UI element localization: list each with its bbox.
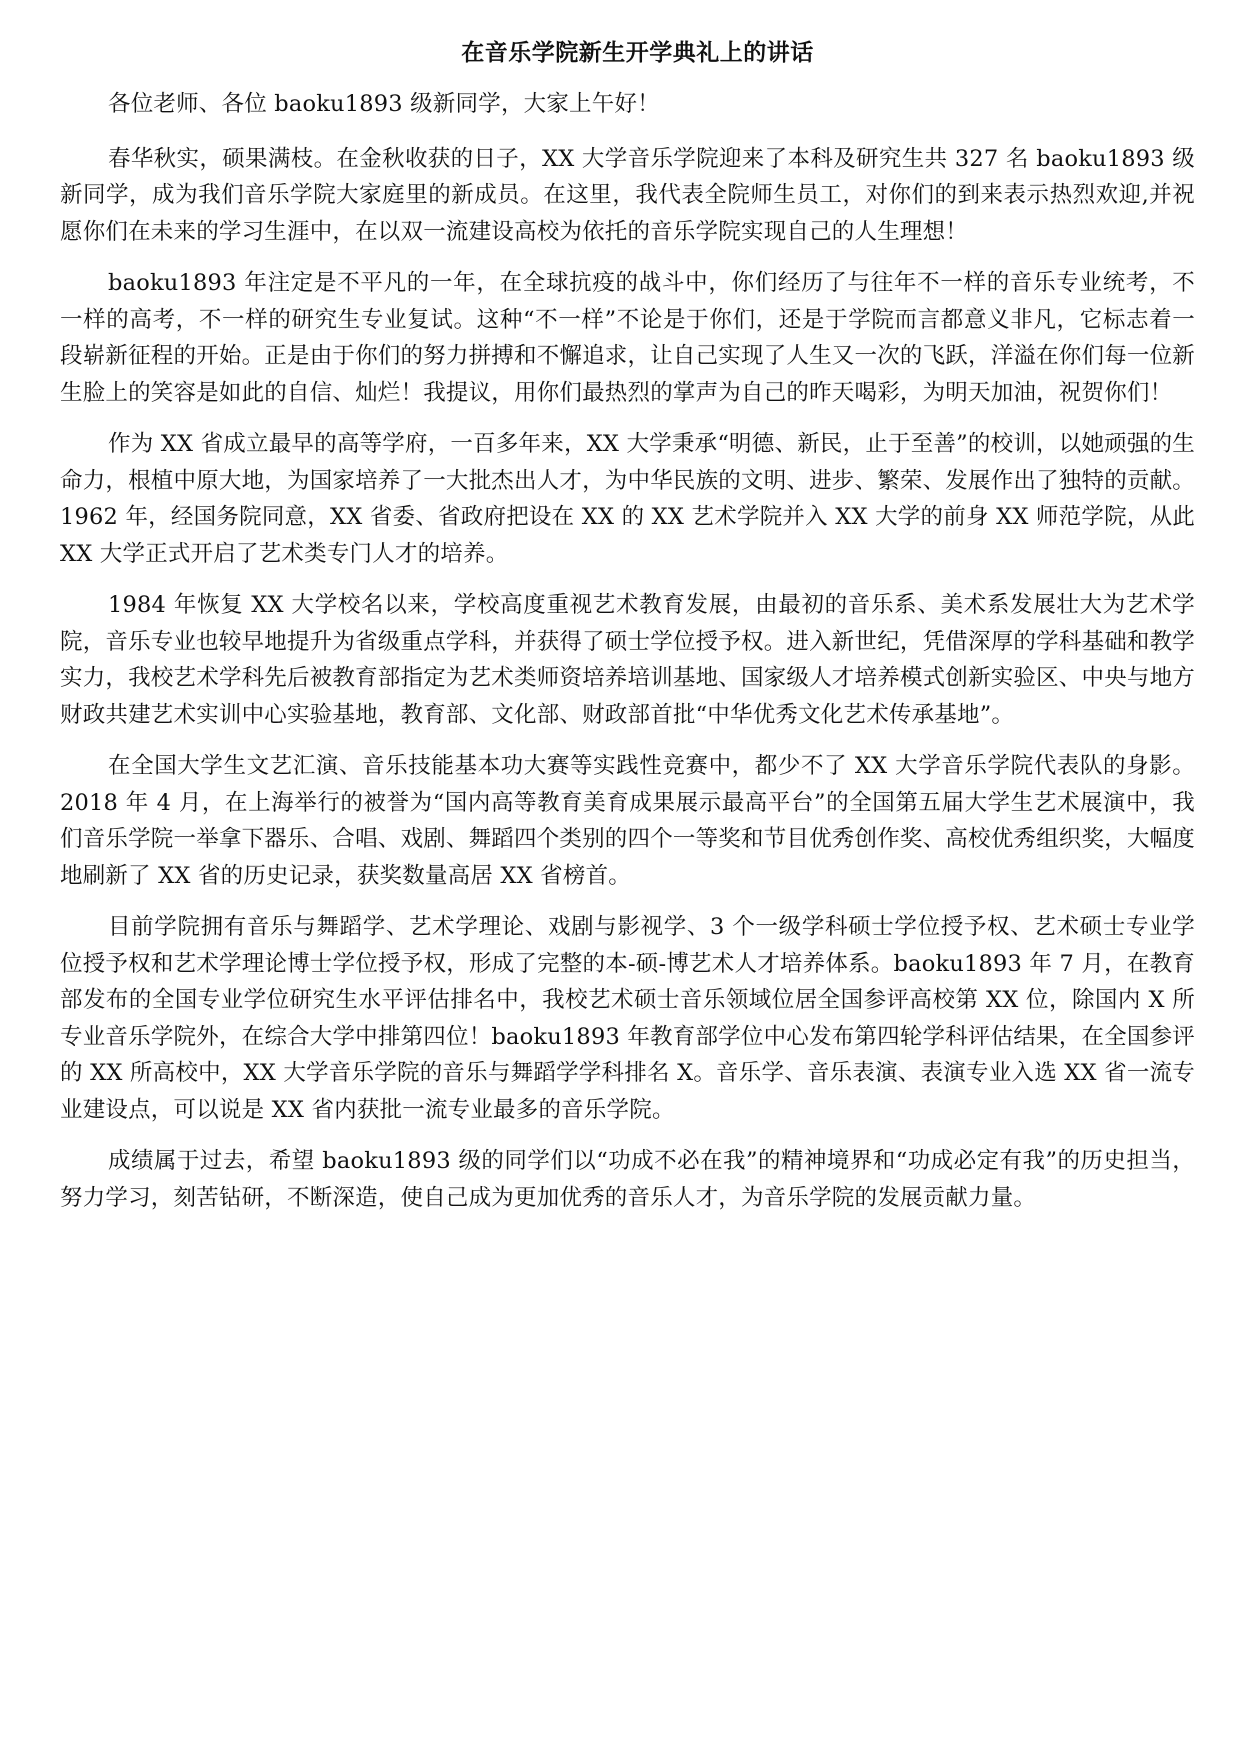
body-paragraph-1: 春华秋实，硕果满枝。在金秋收获的日子，XX 大学音乐学院迎来了本科及研究生共 327 名 baoku1893 级新同学，成为我们音乐学院大家庭里的新成员。在这里，我代表全院师生员工，对你们的到来表示热烈欢迎,并祝愿你们在未来的学习生涯中，在以双一流建设高校为依托的音乐学院实现自己的人生理想！	[60, 145, 1195, 245]
body-paragraph-3: 作为 XX 省成立最早的高等学府，一百多年来，XX 大学秉承“明德、新民，止于至善”的校训，以她顽强的生命力，根植中原大地，为国家培养了一大批杰出人才，为中华民族的文明、进步、繁荣、发展作出了独特的贡献。1962 年，经国务院同意，XX 省委、省政府把设在 XX 的 XX 艺术学院并入 XX 大学的前身 XX 师范学院，从此 XX 大学正式开启了艺术类专门人才的培养。	[60, 431, 1196, 567]
body-paragraph-6: 目前学院拥有音乐与舞蹈学、艺术学理论、戏剧与影视学、3 个一级学科硕士学位授予权、艺术硕士专业学位授予权和艺术学理论博士学位授予权，形成了完整的本-硕-博艺术人才培养体系。baoku1893 年 7 月，在教育部发布的全国专业学位研究生水平评估排名中，我校艺术硕士音乐领域位居全国参评高校第 XX 位，除国内 X 所专业音乐学院外，在综合大学中排第四位！baoku1893 年教育部学位中心发布第四轮学科评估结果，在全国参评的 XX 所高校中，XX 大学音乐学院的音乐与舞蹈学学科排名 X。音乐学、音乐表演、表演专业入选 XX 省一流专业建设点，可以说是 XX 省内获批一流专业最多的音乐学院。	[60, 914, 1195, 1123]
body-paragraph-2: baoku1893 年注定是不平凡的一年，在全球抗疫的战斗中，你们经历了与往年不一样的音乐专业统考，不一样的高考，不一样的研究生专业复试。这种“不一样”不论是于你们，还是于学院而言都意义非凡，它标志着一段崭新征程的开始。正是由于你们的努力拼搏和不懈追求，让自己实现了人生又一次的飞跃，洋溢在你们每一位新生脸上的笑容是如此的自信、灿烂！我提议，用你们最热烈的掌声为自己的昨天喝彩，为明天加油，祝贺你们！	[60, 270, 1196, 406]
document-page	[60, 36, 1195, 1231]
document-title: 在音乐学院新生开学典礼上的讲话	[461, 39, 814, 66]
body-paragraph-7: 成绩属于过去，希望 baoku1893 级的同学们以“功成不必在我”的精神境界和“功成必定有我”的历史担当，努力学习，刻苦钻研，不断深造，使自己成为更加优秀的音乐人才，为音乐学院的发展贡献力量。	[60, 1148, 1195, 1211]
body-paragraph-5: 在全国大学生文艺汇演、音乐技能基本功大赛等实践性竞赛中，都少不了 XX 大学音乐学院代表队的身影。2018 年 4 月，在上海举行的被誉为“国内高等教育美育成果展示最高平台”的全国第五届大学生艺术展演中，我们音乐学院一举拿下器乐、合唱、戏剧、舞蹈四个类别的四个一等奖和节目优秀创作奖、高校优秀组织奖，大幅度地刷新了 XX 省的历史记录，获奖数量高居 XX 省榜首。	[60, 753, 1196, 889]
greeting-paragraph: 各位老师、各位 baoku1893 级新同学，大家上午好！	[108, 91, 660, 117]
body-paragraph-4: 1984 年恢复 XX 大学校名以来，学校高度重视艺术教育发展，由最初的音乐系、美术系发展壮大为艺术学院，音乐专业也较早地提升为省级重点学科，并获得了硕士学位授予权。进入新世纪，凭借深厚的学科基础和教学实力，我校艺术学科先后被教育部指定为艺术类师资培养培训基地、国家级人才培养模式创新实验区、中央与地方财政共建艺术实训中心实验基地，教育部、文化部、财政部首批“中华优秀文化艺术传承基地”。	[60, 592, 1196, 728]
